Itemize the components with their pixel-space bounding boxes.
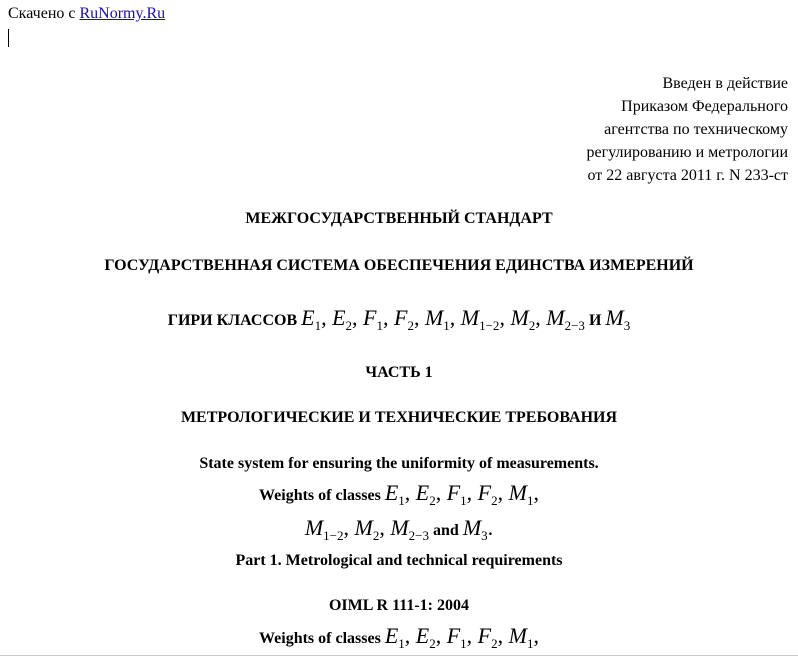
oiml-weights-line [0, 623, 798, 649]
requirements-heading: МЕТРОЛОГИЧЕСКИЕ И ТЕХНИЧЕСКИЕ ТРЕБОВАНИЯ [180, 409, 618, 426]
oiml-class-formula: $E_1$, $E_2$, $F_1$, $F_2$, $M_1$, [384, 623, 539, 651]
english-and: and [433, 522, 459, 539]
heading-and: И [588, 312, 602, 329]
runormy-link[interactable]: RuNormy.Ru [79, 5, 166, 22]
english-class-formula-tail: $M_3$. [462, 515, 494, 543]
class-formula-tail: $M_3$ [605, 305, 631, 333]
intro-line: регулированию и метрологии [586, 144, 788, 161]
english-title-line: State system for ensuring the uniformity of measurements. [199, 455, 599, 472]
intro-line: Введен в действие [662, 75, 788, 92]
class-formula: $E_1$, $E_2$, $F_1$, $F_2$, $M_1$, $M_{1-2}$, $M_2$, $M_{2-3}$ [301, 305, 585, 333]
introduction-block [587, 72, 788, 187]
english-weights-line-2 [0, 515, 798, 541]
english-weights-line [0, 480, 798, 506]
weights-classes-heading [0, 305, 798, 331]
oiml-reference: OIML R 111-1: 2004 [328, 597, 469, 614]
oiml-weights-prefix: Weights of classes [259, 630, 381, 647]
english-class-formula-2: $M_{1-2}$, $M_2$, $M_{2-3}$ [304, 515, 430, 543]
intro-line: Приказом Федерального [621, 98, 788, 115]
english-weights-prefix: Weights of classes [259, 487, 381, 504]
heading-prefix: ГИРИ КЛАССОВ [167, 312, 298, 329]
download-source-line [8, 5, 165, 23]
intro-line: от 22 августа 2011 г. N 233-ст [587, 167, 788, 184]
intro-line: агентства по техническому [604, 121, 788, 138]
english-class-formula: $E_1$, $E_2$, $F_1$, $F_2$, $M_1$, [384, 480, 539, 508]
page-edge-divider [0, 655, 798, 656]
text-cursor [8, 29, 9, 47]
download-source-prefix: Скачено с [8, 5, 80, 22]
english-part-title: Part 1. Metrological and technical requirements [235, 552, 563, 569]
part-heading: ЧАСТЬ 1 [365, 364, 433, 381]
system-heading: ГОСУДАРСТВЕННАЯ СИСТЕМА ОБЕСПЕЧЕНИЯ ЕДИНСТВА ИЗМЕРЕНИЙ [104, 257, 694, 274]
standard-type-heading: МЕЖГОСУДАРСТВЕННЫЙ СТАНДАРТ [245, 210, 553, 227]
